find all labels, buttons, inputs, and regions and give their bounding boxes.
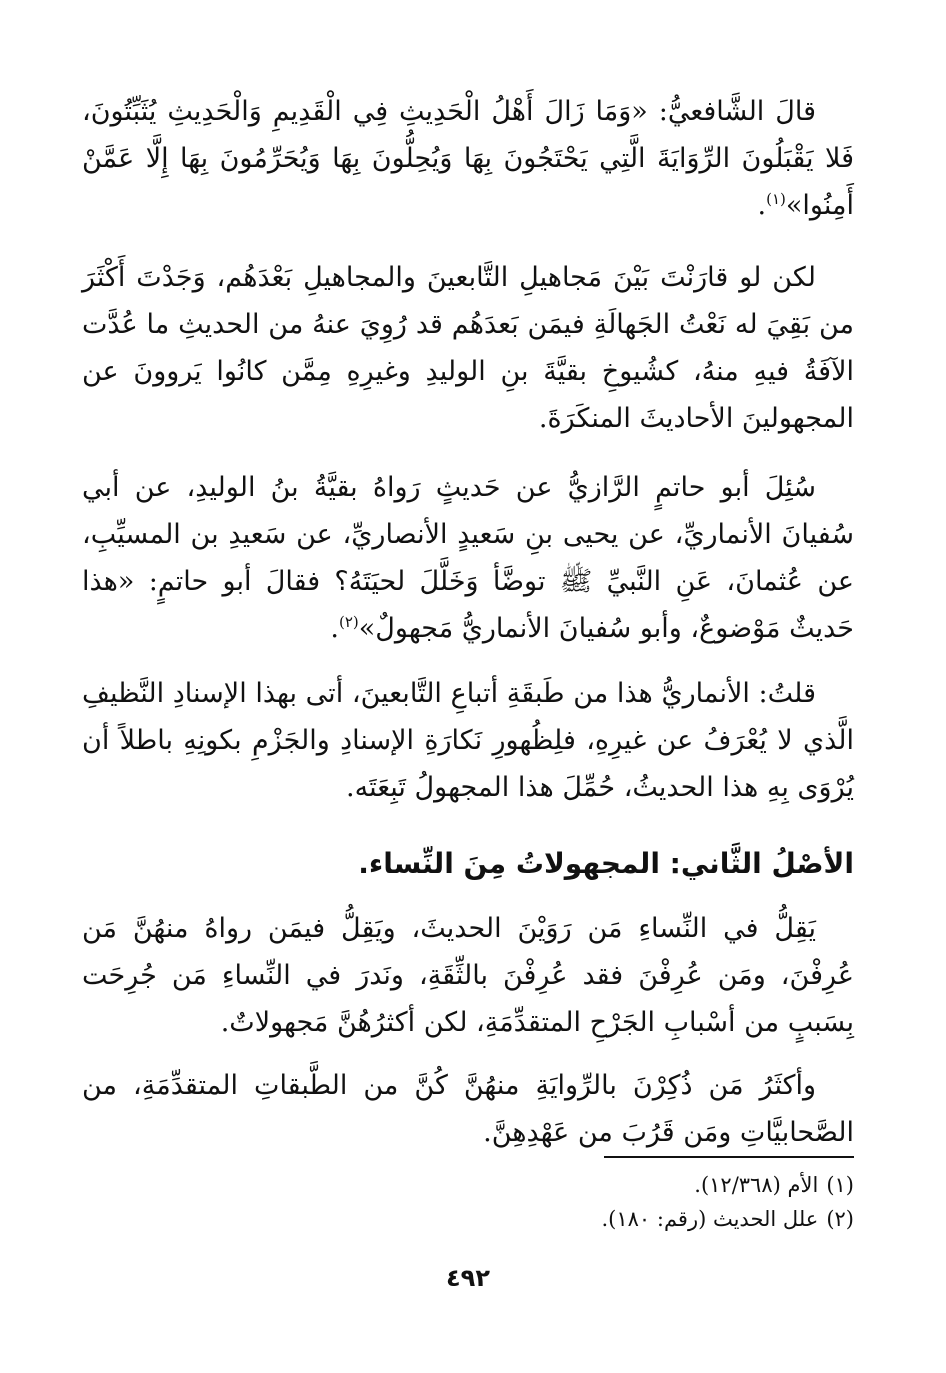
paragraph-text: قالَ الشَّافعيُّ: «وَمَا زَالَ أَهْلُ الْحَدِيثِ فِي الْقَدِيمِ وَالْحَدِيثِ يُثَبِّتُونَ، فَلا يَقْبَلُونَ الرِّوَايَةَ الَّتِي يَحْتَجُونَ بِهَا وَيُحِلُّونَ بِهَا وَيُحَرِّمُونَ بِهَا إِلَّا عَمَّنْ أَمِنُوا»: [82, 96, 854, 221]
footnote-ref-1[interactable]: (١): [766, 190, 786, 208]
footnote-mark: (٢): [826, 1207, 854, 1231]
footnote-2: [82, 1202, 854, 1236]
footnote-1: [82, 1168, 854, 1202]
page-number: ٤٩٢: [446, 1264, 490, 1292]
paragraph-abu-hatim-question: [82, 464, 854, 652]
section-heading: الأصْلُ الثَّاني: المجهولاتُ مِنَ النِّساء.: [358, 847, 854, 880]
paragraph-text: سُئِلَ أبو حاتمٍ الرَّازيُّ عن حَديثٍ رَواهُ بقيَّةُ بنُ الوليدِ، عن أبي سُفيانَ الأنماريِّ، عن يحيى بنِ سَعيدٍ الأنصاريِّ، عن سَعيدِ بن المسيِّبِ، عن عُثمانَ، عَنِ النَّبيِّ ﷺ توضَّأ وَخَلَّلَ لحيَتَهُ؟ فقالَ أبو حاتمٍ: «هذا حَديثٌ مَوْضوعٌ، وأبو سُفيانَ الأنماريُّ مَجهولٌ»: [82, 472, 854, 644]
paragraph-text: وأكثَرُ مَن ذُكِرْنَ بالرِّوايَةِ منهُنَّ كُنَّ من الطَّبقاتِ المتقدِّمَةِ، من الصَّحابيَّاتِ ومَن قَرُبَ من عَهْدِهِنَّ.: [82, 1070, 854, 1148]
paragraph-author-comment: [82, 670, 854, 811]
footnote-divider: [604, 1156, 854, 1158]
paragraph-majahil-comparison: [82, 254, 854, 442]
paragraph-women-narrators: [82, 905, 854, 1046]
footnote-ref-2[interactable]: (٢): [338, 613, 359, 631]
book-page: [82, 88, 854, 1368]
footnotes: [82, 1168, 854, 1236]
paragraph-tail: .: [757, 190, 767, 221]
paragraph-tail: .: [330, 613, 339, 644]
footnote-text: الأم (١٢/٣٦٨).: [694, 1173, 819, 1197]
paragraph-text: لكن لو قارَنْتَ بَيْنَ مَجاهيلِ التَّابعينَ والمجاهيلِ بَعْدَهُم، وَجَدْتَ أَكْثَرَ من بَقِيَ له نَعْتُ الجَهالَةِ فيمَن بَعدَهُم قد رُوِيَ عنهُ من الحديثِ ما عُدَّت الآفَةُ فيهِ منهُ، كشُيوخِ بقيَّةَ بنِ الوليدِ وغيرِهِ مِمَّن كانُوا يَروونَ عن المجهولينَ الأحاديثَ المنكَرَةَ.: [82, 262, 854, 434]
paragraph-women-generations: [82, 1062, 854, 1156]
footnote-mark: (١): [826, 1173, 854, 1197]
paragraph-text: يَقِلُّ في النِّساءِ مَن رَوَيْنَ الحديثَ، ويَقِلُّ فيمَن رواهُ منهُنَّ مَن عُرِفْنَ، ومَن عُرِفْنَ فقد عُرِفْنَ بالثِّقَةِ، ونَدرَ في النِّساءِ مَن جُرِحَت بِسَببٍ من أسْبابِ الجَرْحِ المتقدِّمَةِ، لكن أكثرُهُنَّ مَجهولاتٌ.: [82, 913, 854, 1038]
paragraph-shafii-quote: [82, 88, 854, 229]
footnote-text: علل الحديث (رقم: ١٨٠).: [601, 1207, 819, 1231]
paragraph-text: قلتُ: الأنماريُّ هذا من طَبقَةِ أتباعِ التَّابعينَ، أتى بهذا الإسنادِ النَّظيفِ الَّذي لا يُعْرَفُ عن غيرِهِ، فلِظُهورِ نَكارَةِ الإسنادِ والجَزْمِ بكونِهِ باطلاً أن يُرْوَى بِهِ هذا الحديثُ، حُمِّلَ هذا المجهولُ تَبِعَتَه.: [82, 678, 854, 803]
